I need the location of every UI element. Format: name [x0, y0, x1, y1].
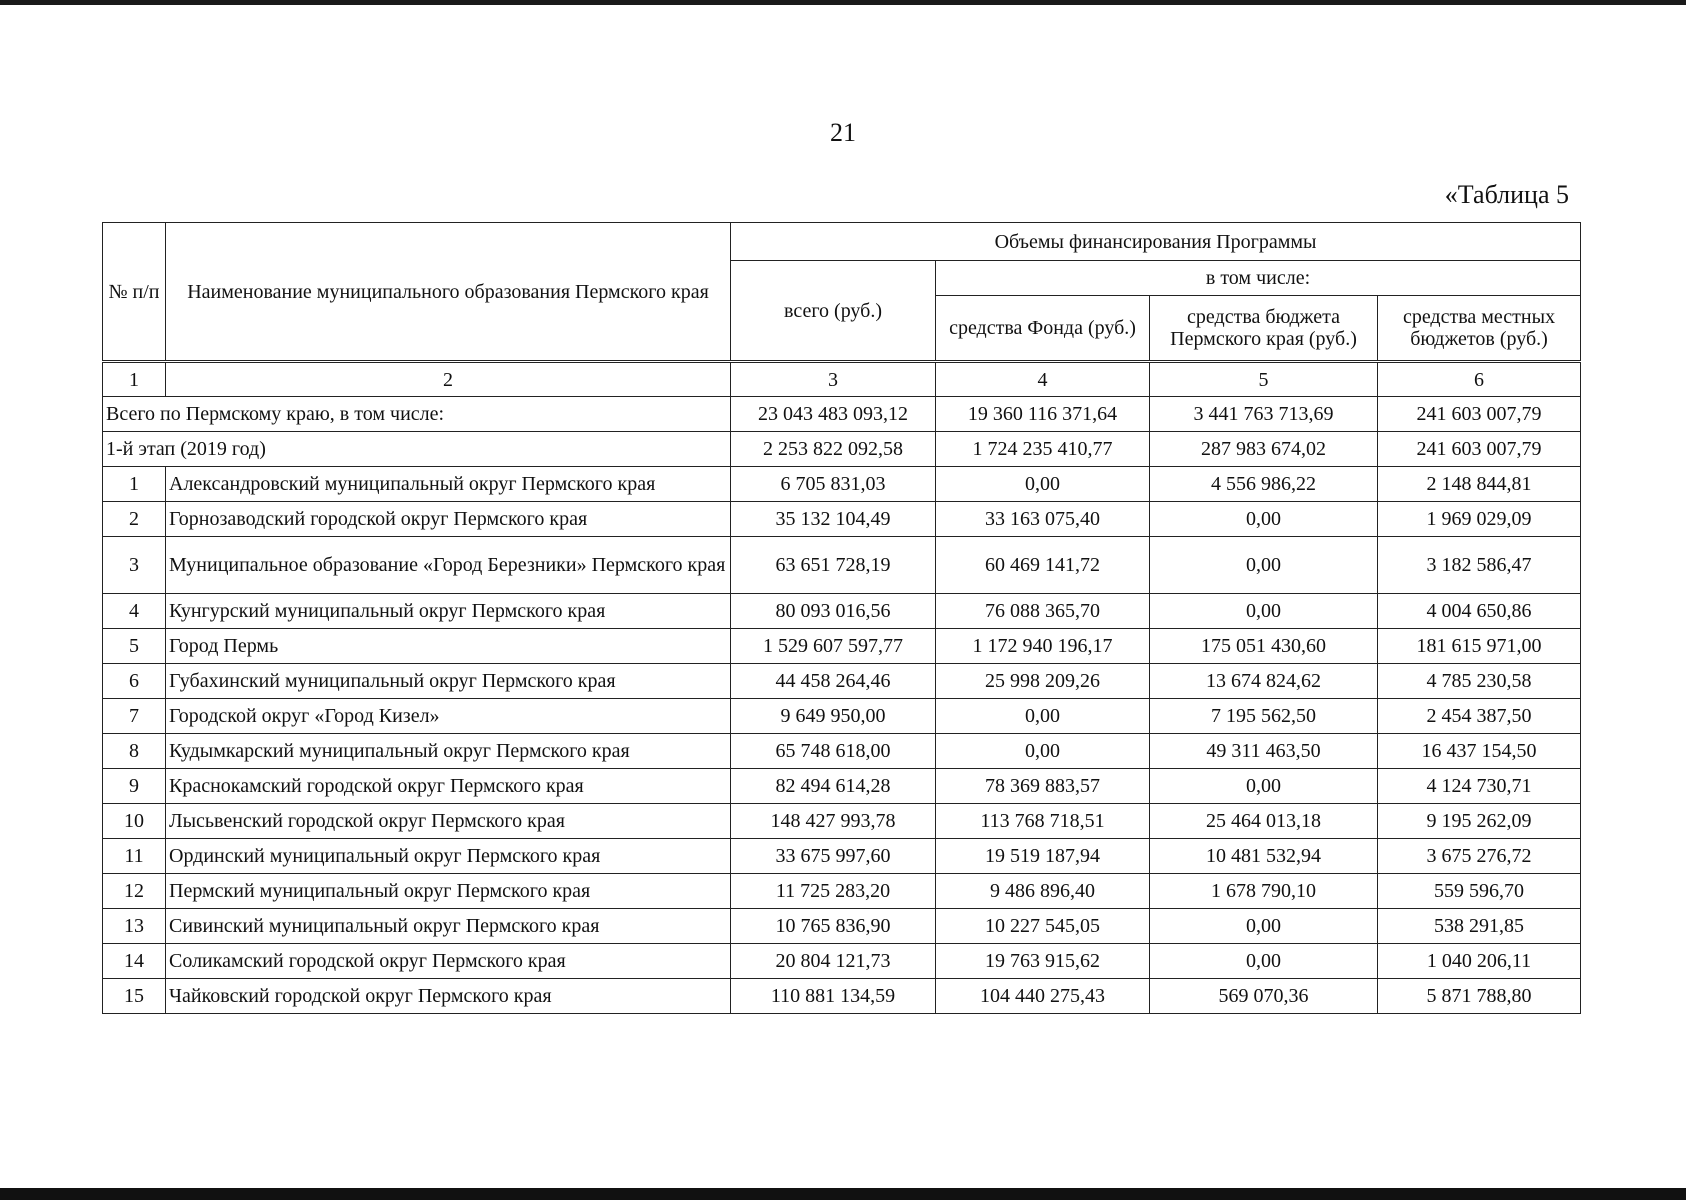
row-number: 10: [103, 804, 166, 839]
column-index-cell: 5: [1150, 362, 1378, 397]
header-fund: средства Фонда (руб.): [936, 296, 1150, 362]
row-regional: 7 195 562,50: [1150, 699, 1378, 734]
summary-total: 2 253 822 092,58: [731, 432, 936, 467]
row-regional: 569 070,36: [1150, 979, 1378, 1014]
table-caption: «Таблица 5: [1444, 180, 1569, 209]
row-total: 35 132 104,49: [731, 502, 936, 537]
header-num: № п/п: [103, 223, 166, 362]
row-fund: 60 469 141,72: [936, 537, 1150, 594]
row-local: 9 195 262,09: [1378, 804, 1581, 839]
row-local: 4 124 730,71: [1378, 769, 1581, 804]
scan-top-edge: [0, 0, 1686, 5]
row-local: 2 148 844,81: [1378, 467, 1581, 502]
row-name: Губахинский муниципальный округ Пермского края: [166, 664, 731, 699]
row-number: 12: [103, 874, 166, 909]
financing-table: [102, 222, 1581, 1014]
row-number: 2: [103, 502, 166, 537]
row-total: 80 093 016,56: [731, 594, 936, 629]
row-name: Ординский муниципальный округ Пермского края: [166, 839, 731, 874]
row-regional: 175 051 430,60: [1150, 629, 1378, 664]
row-total: 9 649 950,00: [731, 699, 936, 734]
row-local: 4 004 650,86: [1378, 594, 1581, 629]
row-regional: 0,00: [1150, 909, 1378, 944]
row-total: 63 651 728,19: [731, 537, 936, 594]
column-index-row: [103, 362, 1581, 397]
row-number: 5: [103, 629, 166, 664]
table-row: [103, 734, 1581, 769]
row-total: 82 494 614,28: [731, 769, 936, 804]
table-header: [103, 223, 1581, 362]
row-fund: 19 519 187,94: [936, 839, 1150, 874]
row-total: 10 765 836,90: [731, 909, 936, 944]
row-number: 3: [103, 537, 166, 594]
table-row: [103, 699, 1581, 734]
row-fund: 76 088 365,70: [936, 594, 1150, 629]
row-local: 4 785 230,58: [1378, 664, 1581, 699]
row-regional: 25 464 013,18: [1150, 804, 1378, 839]
row-regional: 1 678 790,10: [1150, 874, 1378, 909]
summary-total: 23 043 483 093,12: [731, 397, 936, 432]
summary-regional: 287 983 674,02: [1150, 432, 1378, 467]
row-fund: 78 369 883,57: [936, 769, 1150, 804]
summary-row-stage: [103, 432, 1581, 467]
column-index-cell: 3: [731, 362, 936, 397]
row-name: Город Пермь: [166, 629, 731, 664]
table-row: [103, 537, 1581, 594]
row-number: 15: [103, 979, 166, 1014]
column-index-cell: 2: [166, 362, 731, 397]
row-total: 33 675 997,60: [731, 839, 936, 874]
row-local: 538 291,85: [1378, 909, 1581, 944]
table-row: [103, 594, 1581, 629]
column-index-cell: 6: [1378, 362, 1581, 397]
summary-label: Всего по Пермскому краю, в том числе:: [103, 397, 731, 432]
row-local: 5 871 788,80: [1378, 979, 1581, 1014]
row-total: 11 725 283,20: [731, 874, 936, 909]
row-name: Кунгурский муниципальный округ Пермского края: [166, 594, 731, 629]
row-name: Сивинский муниципальный округ Пермского края: [166, 909, 731, 944]
row-number: 13: [103, 909, 166, 944]
table-row: [103, 979, 1581, 1014]
summary-local: 241 603 007,79: [1378, 432, 1581, 467]
row-number: 4: [103, 594, 166, 629]
row-number: 8: [103, 734, 166, 769]
row-local: 1 040 206,11: [1378, 944, 1581, 979]
row-total: 20 804 121,73: [731, 944, 936, 979]
row-fund: 10 227 545,05: [936, 909, 1150, 944]
row-name: Кудымкарский муниципальный округ Пермского края: [166, 734, 731, 769]
row-fund: 113 768 718,51: [936, 804, 1150, 839]
row-fund: 19 763 915,62: [936, 944, 1150, 979]
table-row: [103, 804, 1581, 839]
row-fund: 1 172 940 196,17: [936, 629, 1150, 664]
table-row: [103, 502, 1581, 537]
table-row: [103, 664, 1581, 699]
row-name: Городской округ «Город Кизел»: [166, 699, 731, 734]
row-regional: 0,00: [1150, 769, 1378, 804]
row-name: Пермский муниципальный округ Пермского края: [166, 874, 731, 909]
row-fund: 33 163 075,40: [936, 502, 1150, 537]
row-fund: 0,00: [936, 699, 1150, 734]
row-name: Лысьвенский городской округ Пермского края: [166, 804, 731, 839]
row-number: 14: [103, 944, 166, 979]
row-total: 65 748 618,00: [731, 734, 936, 769]
row-total: 110 881 134,59: [731, 979, 936, 1014]
row-name: Чайковский городской округ Пермского края: [166, 979, 731, 1014]
page-number: 21: [830, 118, 856, 147]
row-number: 1: [103, 467, 166, 502]
header-regional: средства бюджета Пермского края (руб.): [1150, 296, 1378, 362]
row-local: 16 437 154,50: [1378, 734, 1581, 769]
row-fund: 25 998 209,26: [936, 664, 1150, 699]
row-name: Соликамский городской округ Пермского края: [166, 944, 731, 979]
summary-regional: 3 441 763 713,69: [1150, 397, 1378, 432]
table-row: [103, 874, 1581, 909]
row-total: 44 458 264,46: [731, 664, 936, 699]
row-total: 148 427 993,78: [731, 804, 936, 839]
row-regional: 13 674 824,62: [1150, 664, 1378, 699]
column-index-cell: 1: [103, 362, 166, 397]
summary-row-total: [103, 397, 1581, 432]
summary-fund: 1 724 235 410,77: [936, 432, 1150, 467]
row-name: Краснокамский городской округ Пермского края: [166, 769, 731, 804]
row-regional: 10 481 532,94: [1150, 839, 1378, 874]
row-fund: 104 440 275,43: [936, 979, 1150, 1014]
row-regional: 0,00: [1150, 537, 1378, 594]
row-number: 6: [103, 664, 166, 699]
row-local: 3 675 276,72: [1378, 839, 1581, 874]
row-local: 2 454 387,50: [1378, 699, 1581, 734]
row-local: 559 596,70: [1378, 874, 1581, 909]
table-row: [103, 467, 1581, 502]
row-number: 11: [103, 839, 166, 874]
row-name: Александровский муниципальный округ Пермского края: [166, 467, 731, 502]
header-local: средства местных бюджетов (руб.): [1378, 296, 1581, 362]
row-local: 3 182 586,47: [1378, 537, 1581, 594]
row-fund: 0,00: [936, 467, 1150, 502]
table-body: [103, 362, 1581, 1014]
row-regional: 49 311 463,50: [1150, 734, 1378, 769]
table-row: [103, 769, 1581, 804]
row-total: 1 529 607 597,77: [731, 629, 936, 664]
row-fund: 0,00: [936, 734, 1150, 769]
summary-fund: 19 360 116 371,64: [936, 397, 1150, 432]
summary-local: 241 603 007,79: [1378, 397, 1581, 432]
table-row: [103, 909, 1581, 944]
row-total: 6 705 831,03: [731, 467, 936, 502]
header-total: всего (руб.): [731, 261, 936, 362]
row-local: 181 615 971,00: [1378, 629, 1581, 664]
row-regional: 4 556 986,22: [1150, 467, 1378, 502]
row-number: 9: [103, 769, 166, 804]
table-row: [103, 629, 1581, 664]
scan-bottom-edge: [0, 1188, 1686, 1200]
header-including: в том числе:: [936, 261, 1581, 296]
row-regional: 0,00: [1150, 594, 1378, 629]
row-number: 7: [103, 699, 166, 734]
row-regional: 0,00: [1150, 502, 1378, 537]
table-row: [103, 839, 1581, 874]
row-name: Муниципальное образование «Город Березники» Пермского края: [166, 537, 731, 594]
row-local: 1 969 029,09: [1378, 502, 1581, 537]
row-fund: 9 486 896,40: [936, 874, 1150, 909]
column-index-cell: 4: [936, 362, 1150, 397]
table-row: [103, 944, 1581, 979]
row-regional: 0,00: [1150, 944, 1378, 979]
summary-label: 1-й этап (2019 год): [103, 432, 731, 467]
row-name: Горнозаводский городской округ Пермского края: [166, 502, 731, 537]
header-volumes: Объемы финансирования Программы: [731, 223, 1581, 261]
header-name: Наименование муниципального образования Пермского края: [166, 223, 731, 362]
